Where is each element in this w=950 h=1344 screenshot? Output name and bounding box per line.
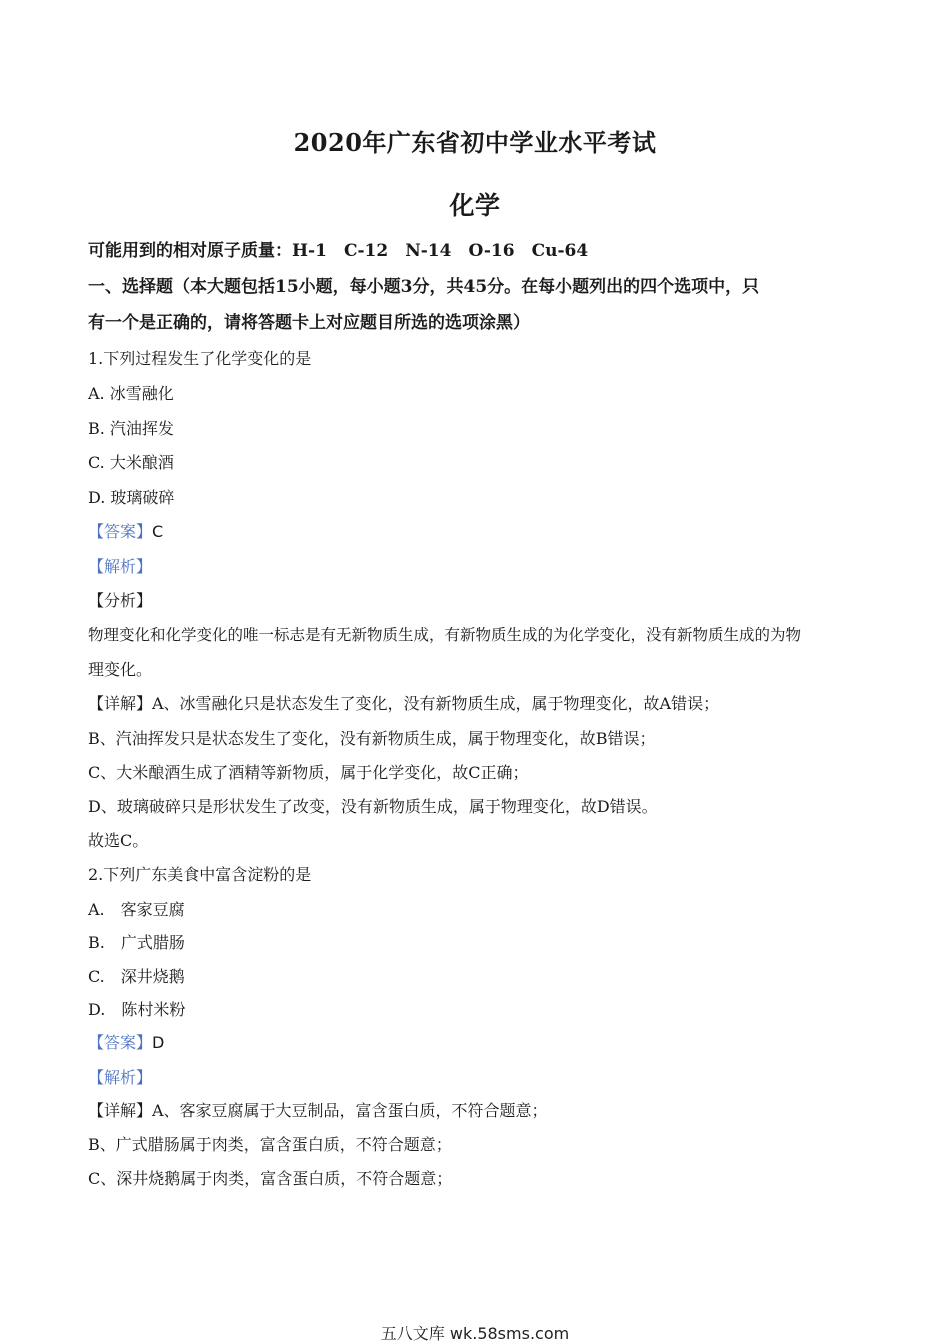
q2-analysis-tag: 【解析】 [88, 1068, 153, 1087]
q1-answer-value: C [152, 522, 164, 541]
q1-fenxi-tag: 【分析】 [88, 591, 153, 610]
q2-option-a: A. 客家豆腐 [88, 900, 185, 919]
q1-fenxi-line-1: 物理变化和化学变化的唯一标志是有无新物质生成，有新物质生成的为化学变化，没有新物质生成的为物 [88, 626, 802, 644]
q1-fenxi-line-2: 理变化。 [88, 660, 153, 679]
footer-watermark: 五八文库 wk.58sms.com [380, 1324, 570, 1343]
atomic-masses: 可能用到的相对原子质量：H-1 C-12 N-14 O-16 Cu-64 [88, 241, 589, 261]
q1-option-a: A. 冰雪融化 [88, 384, 174, 403]
q1-conclusion: 故选C。 [88, 831, 149, 850]
q1-analysis-tag: 【解析】 [88, 557, 153, 576]
q1-detail-b: B、汽油挥发只是状态发生了变化，没有新物质生成，属于物理变化，故B错误； [88, 729, 656, 748]
q2-answer-value: D [152, 1033, 165, 1052]
subject-title: 化学 [449, 191, 501, 220]
q1-option-b: B. 汽油挥发 [88, 419, 174, 438]
q1-detail-d: D、玻璃破碎只是形状发生了改变，没有新物质生成，属于物理变化，故D错误。 [88, 797, 658, 816]
q1-stem: 1.下列过程发生了化学变化的是 [88, 349, 312, 368]
section-heading-line-1: 一、选择题（本大题包括15小题，每小题3分，共45分。在每小题列出的四个选项中，只 [88, 277, 760, 297]
q1-option-d: D. 玻璃破碎 [88, 488, 175, 507]
q1-answer [88, 520, 163, 544]
q2-option-d: D. 陈村米粉 [88, 1000, 186, 1019]
q1-answer-tag: 【答案】 [88, 522, 153, 541]
section-heading-line-2: 有一个是正确的，请将答题卡上对应题目所选的选项涂黑） [88, 313, 530, 333]
q2-option-b: B. 广式腊肠 [88, 933, 185, 952]
q1-option-c: C. 大米酿酒 [88, 453, 174, 472]
q2-stem: 2.下列广东美食中富含淀粉的是 [88, 865, 312, 884]
exam-title: 2020年广东省初中学业水平考试 [293, 128, 657, 157]
q2-answer-tag: 【答案】 [88, 1033, 153, 1052]
q2-detail-b: B、广式腊肠属于肉类，富含蛋白质，不符合题意； [88, 1135, 452, 1154]
q2-detail-c: C、深井烧鹅属于肉类，富含蛋白质，不符合题意； [88, 1169, 453, 1188]
q1-detail-c: C、大米酿酒生成了酒精等新物质，属于化学变化，故C正确； [88, 763, 529, 782]
q2-detail-a: 【详解】A、客家豆腐属于大豆制品，富含蛋白质，不符合题意； [88, 1101, 548, 1120]
q2-answer [88, 1031, 164, 1055]
q1-detail-a: 【详解】A、冰雪融化只是状态发生了变化，没有新物质生成，属于物理变化，故A错误； [88, 694, 720, 713]
q2-option-c: C. 深井烧鹅 [88, 967, 185, 986]
